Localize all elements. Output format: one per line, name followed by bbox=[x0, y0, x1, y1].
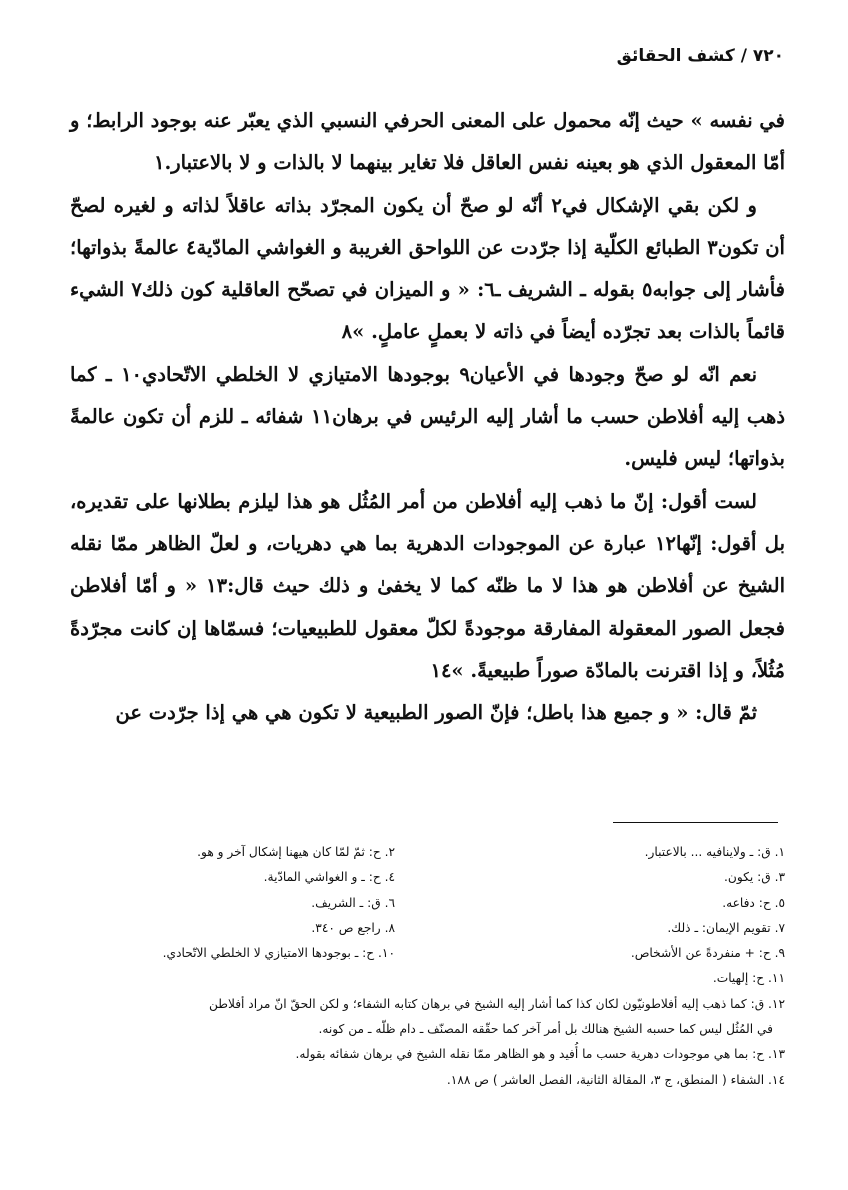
footnote: ٥. ح: دفاعه. bbox=[722, 895, 785, 910]
paragraph: لست أقول: إنّ ما ذهب إليه أفلاطن من أمر المُثُل هو هذا ليلزم بطلانها على تقديره، بل أقول: إنّها١٢ عبارة عن الموجودات الدهرية بما هي دهريات، و لعلّ الظاهر ممّا نقله الشيخ عن أفلاطن هو هذا لا ما ظنّه كما لا يخفىٰ و ذلك حيث قال:١٣ « و أمّا أفلاطن فجعل الصور المعقولة المفارقة موجودةً لكلّ معقول للطبيعيات؛ فسمّاها إن كانت مجرّدةً مُثُلاً، و إذا اقترنت بالمادّة صوراً طبيعيةً. »١٤ bbox=[70, 489, 786, 682]
footnote: ١٣. ح: بما هي موجودات دهرية حسب ما أُفيد و هو الظاهر ممّا نقله الشيخ في برهان شفائه بقوله. bbox=[295, 1047, 785, 1062]
footnote-continuation: في المُثُل ليس كما حسبه الشيخ هنالك بل أمر آخر كما حقّقه المصنّف ـ دام ظلّه ـ من كونه. bbox=[318, 1022, 773, 1037]
footnote: ٦. ق: ـ الشريف. bbox=[311, 895, 395, 910]
footnotes bbox=[70, 840, 785, 1093]
page-header: ٧٢٠ / كشف الحقائق bbox=[616, 46, 784, 66]
footnote-divider bbox=[613, 822, 778, 823]
paragraph: ثمّ قال: « و جميع هذا باطل؛ فإنّ الصور الطبيعية لا تكون هي هي إذا جرّدت عن bbox=[115, 701, 757, 725]
footnote: ١١. ح: إلهيات. bbox=[712, 971, 785, 986]
footnote: ٢. ح: ثمّ لمّا كان هيهنا إشكال آخر و هو. bbox=[197, 845, 395, 859]
footnote: ٧. تقويم الإيمان: ـ ذلك. bbox=[667, 920, 785, 935]
footnote: ١٠. ح: ـ بوجودها الامتيازي لا الخلطي الاتّحادي. bbox=[162, 946, 395, 961]
paragraph: نعم انّه لو صحّ وجودها في الأعيان٩ بوجودها الامتيازي لا الخلطي الاتّحادي١٠ ـ كما ذهب إليه أفلاطن حسب ما أشار إليه الرئيس في برهان١١ شفائه ـ للزم أن تكون عالمةً بذواتها؛ ليس فليس. bbox=[70, 362, 786, 471]
footnote: ١. ق: ـ ولاينافيه ... بالاعتبار. bbox=[644, 845, 785, 859]
paragraph: في نفسه » حيث إنّه محمول على المعنى الحرفي النسبي الذي يعبّر عنه بوجود الرابط؛ و أمّا المعقول الذي هو بعينه نفس العاقل فلا تغاير بينهما لا بالذات و لا بالاعتبار.١ bbox=[70, 109, 785, 175]
footnote: ١٤. الشفاء ( المنطق، ج ٣، المقالة الثانية، الفصل العاشر ) ص ١٨٨. bbox=[446, 1072, 785, 1087]
footnote: ٤. ح: ـ و الغواشي المادّية. bbox=[263, 870, 395, 885]
footnote: ٣. ق: يكون. bbox=[724, 870, 785, 885]
main-text bbox=[70, 100, 785, 734]
footnote: ١٢. ق: كما ذهب إليه أفلاطونيّون لكان كذا كما أشار إليه الشيخ في برهان كتابه الشفاء؛ و لكن الحقّ انّ مراد أفلاطن bbox=[208, 996, 785, 1011]
footnote: ٩. ح: + منفردةً عن الأشخاص. bbox=[630, 946, 785, 961]
footnote: ٨. راجع ص ٣٤٠. bbox=[311, 920, 395, 935]
paragraph: و لكن بقي الإشكال في٢ أنّه لو صحّ أن يكون المجرّد بذاته عاقلاً لذاته و لغيره لصحّ أن تكون٣ الطبائع الكلّية إذا جرّدت عن اللواحق الغريبة و الغواشي المادّية٤ عالمةً بذواتها؛ فأشار إلى جوابه٥ بقوله ـ الشريف ـ٦: « و الميزان في تصحّح العاقلية كون ذلك٧ الشيء قائماً بالذات بعد تجرّده أيضاً في ذاته لا بعملٍ عاملٍ. »٨ bbox=[70, 193, 785, 344]
